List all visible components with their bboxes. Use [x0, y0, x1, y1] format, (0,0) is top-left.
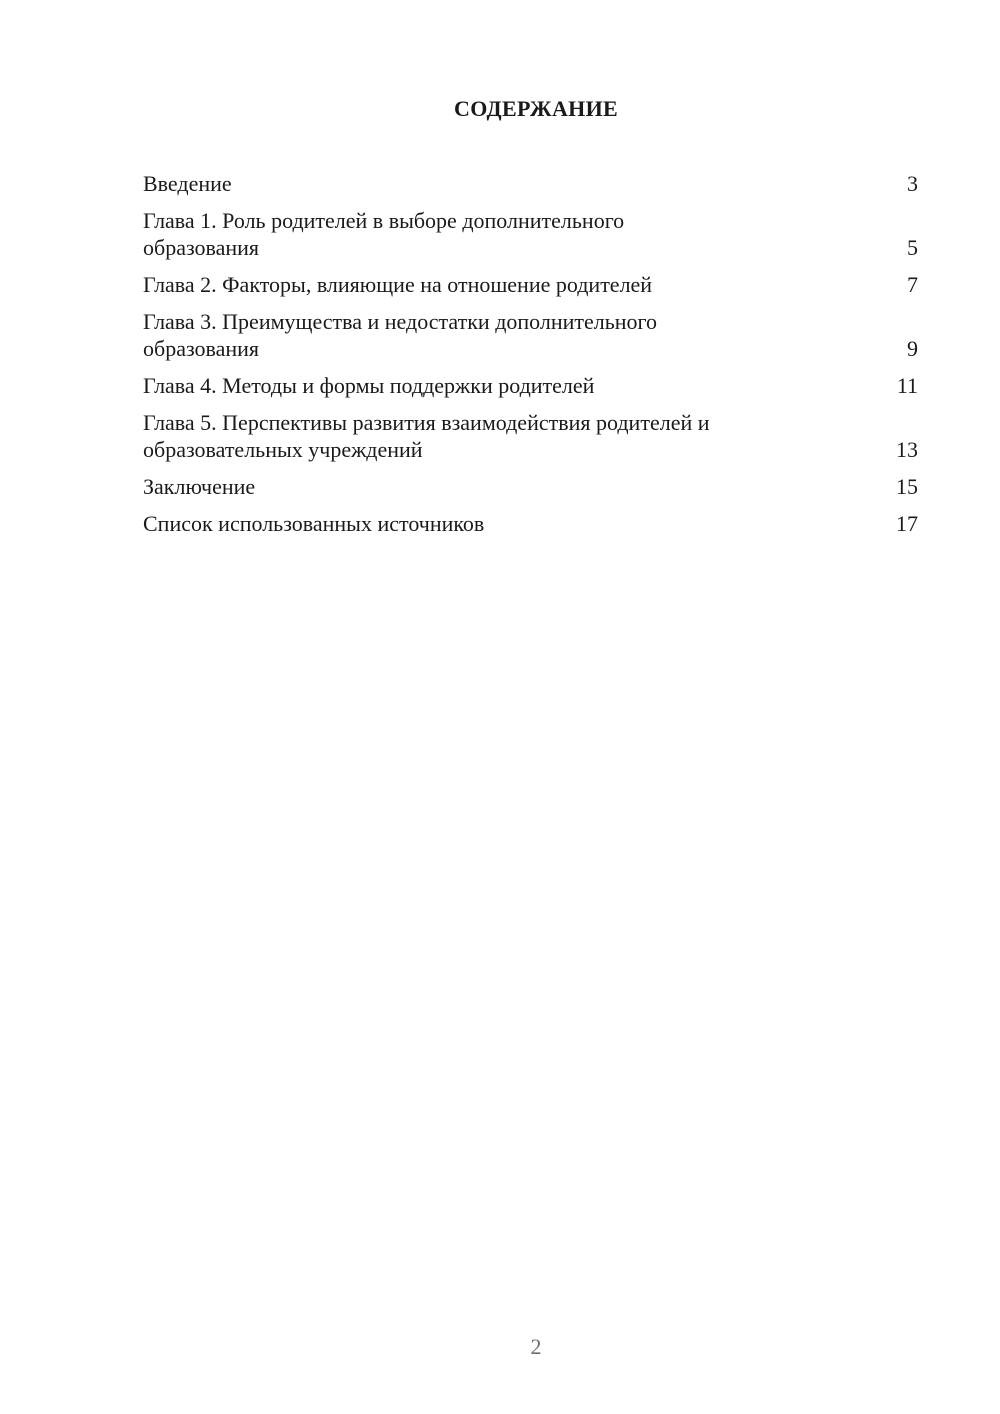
toc-entry-line: Список использованных источников [143, 511, 485, 536]
toc-entry-text [143, 271, 652, 298]
toc-entry-line: Заключение [143, 474, 256, 499]
toc-page-number: 11 [896, 373, 918, 398]
toc-entry-line: образования [143, 336, 260, 361]
toc-entry-line: Глава 1. Роль родителей в выборе дополнительного [143, 208, 625, 233]
toc-entry-line: образования [143, 235, 260, 260]
toc-page-number: 17 [896, 511, 918, 536]
toc-entry-chapter-4 [143, 372, 918, 399]
toc-entry-references [143, 510, 918, 537]
toc-entry-chapter-1 [143, 207, 918, 261]
toc-entry-text [143, 308, 657, 362]
toc-entry-text [143, 473, 255, 500]
toc-entry-text [143, 170, 232, 197]
page-number: 2 [530, 1334, 542, 1359]
toc-entry-line: Введение [143, 171, 232, 196]
toc-entry-line: Глава 5. Перспективы развития взаимодействия родителей и [143, 410, 710, 435]
toc-page-number: 3 [907, 171, 918, 196]
toc-entry-introduction [143, 170, 918, 197]
toc-entry-line: образовательных учреждений [143, 437, 423, 462]
toc-entry-text [143, 409, 710, 463]
toc-entry-conclusion [143, 473, 918, 500]
toc-entry-chapter-3 [143, 308, 918, 362]
toc-entry-chapter-2 [143, 271, 918, 298]
page-title: СОДЕРЖАНИЕ [454, 96, 618, 121]
toc-page-number: 7 [907, 272, 918, 297]
table-of-contents [143, 170, 918, 547]
toc-page-number: 13 [896, 437, 918, 462]
toc-entry-text [143, 207, 624, 261]
toc-entry-line: Глава 2. Факторы, влияющие на отношение родителей [143, 272, 653, 297]
toc-entry-chapter-5 [143, 409, 918, 463]
toc-entry-text [143, 372, 594, 399]
toc-page-number: 9 [907, 336, 918, 361]
toc-entry-line: Глава 4. Методы и формы поддержки родителей [143, 373, 595, 398]
toc-entry-text [143, 510, 484, 537]
toc-entry-line: Глава 3. Преимущества и недостатки дополнительного [143, 309, 658, 334]
toc-page-number: 5 [907, 235, 918, 260]
toc-page-number: 15 [896, 474, 918, 499]
